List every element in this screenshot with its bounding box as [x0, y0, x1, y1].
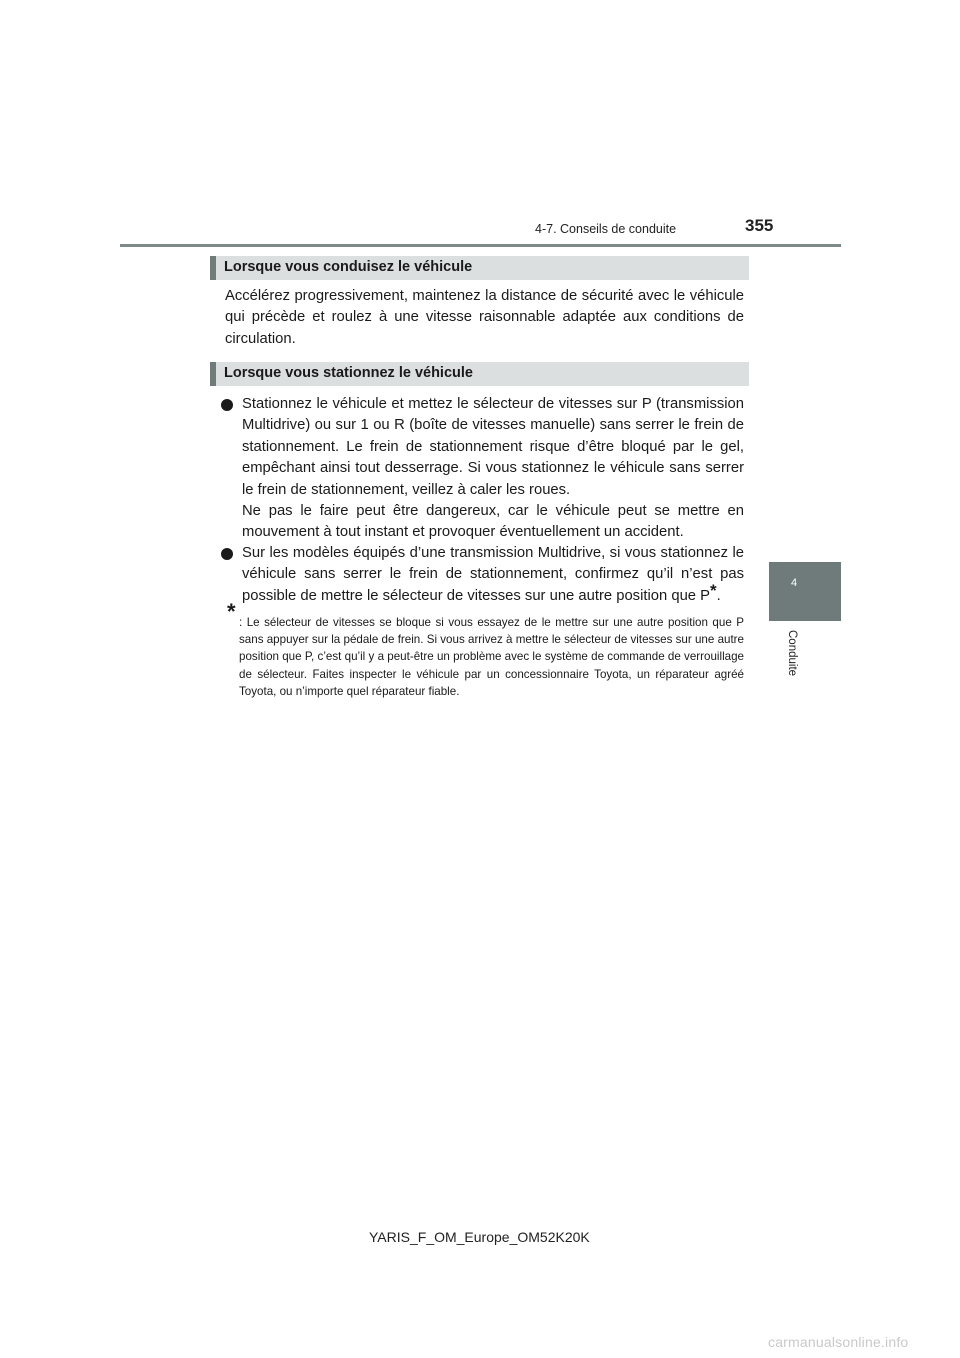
bullet-continuation: Ne pas le faire peut être dangereux, car le véhicule peut se mettre en mouvement à tout instant et provoquer éventuellement un accident. — [242, 503, 744, 541]
chapter-tab — [769, 562, 841, 621]
footnote-mark: * — [227, 599, 236, 624]
bullet-text — [242, 543, 744, 607]
driving-paragraph: Accélérez progressivement, maintenez la distance de sécurité avec le véhicule qui précède et roulez à une vitesse raisonnable adaptée aux conditions de circulation. — [225, 288, 744, 347]
document-id: YARIS_F_OM_Europe_OM52K20K — [369, 1229, 590, 1245]
header-divider — [120, 244, 841, 247]
bullet-dot-icon — [221, 399, 233, 411]
watermark-link[interactable]: carmanualsonline.info — [768, 1334, 909, 1350]
bullet-text-body: Sur les modèles équipés d’une transmission Multidrive, si vous stationnez le véhicule sans serrer le frein de stationnement, confirmez qu’il n’est pas possible de mettre le sélecteur de vitesses sur une autre position que P — [242, 545, 744, 604]
bullet-text: Stationnez le véhicule et mettez le sélecteur de vitesses sur P (transmission Multidrive) ou sur 1 ou R (boîte de vitesses manuelle) sans serrer le frein de stationnement. Le frein de stationnement risque d’être bloqué par le gel, empêchant ainsi tout desserrage. Si vous stationnez le véhicule sans serrer le frein de stationnement, veillez à caler les roues. — [242, 396, 744, 498]
chapter-tab-number: 4 — [791, 577, 798, 589]
page-header — [0, 0, 960, 250]
footnote-reference: * — [710, 580, 717, 600]
section-heading-text: Lorsque vous stationnez le véhicule — [224, 365, 473, 381]
bullet-dot-icon — [221, 548, 233, 560]
footnote-text: : Le sélecteur de vitesses se bloque si vous essayez de le mettre sur une autre position que P sans appuyer sur la pédale de frein. Si vous arrivez à mettre le sélecteur de vitesses sur une autre position que P, c’est qu’il y a peut-être un problème avec le système de commande de verrouillage de sélecteur. Faites inspecter le véhicule par un concessionnaire Toyota, un réparateur agréé Toyota, ou n’importe quel réparateur fiable. — [239, 616, 744, 698]
section-heading-parking — [210, 362, 749, 386]
page-number: 355 — [745, 216, 774, 235]
section-heading-driving — [210, 256, 749, 280]
section-heading-text: Lorsque vous conduisez le véhicule — [224, 259, 473, 275]
bullet-text-end: . — [716, 587, 721, 604]
section-reference: 4-7. Conseils de conduite — [535, 222, 677, 236]
chapter-tab-label: Conduite — [786, 630, 798, 677]
